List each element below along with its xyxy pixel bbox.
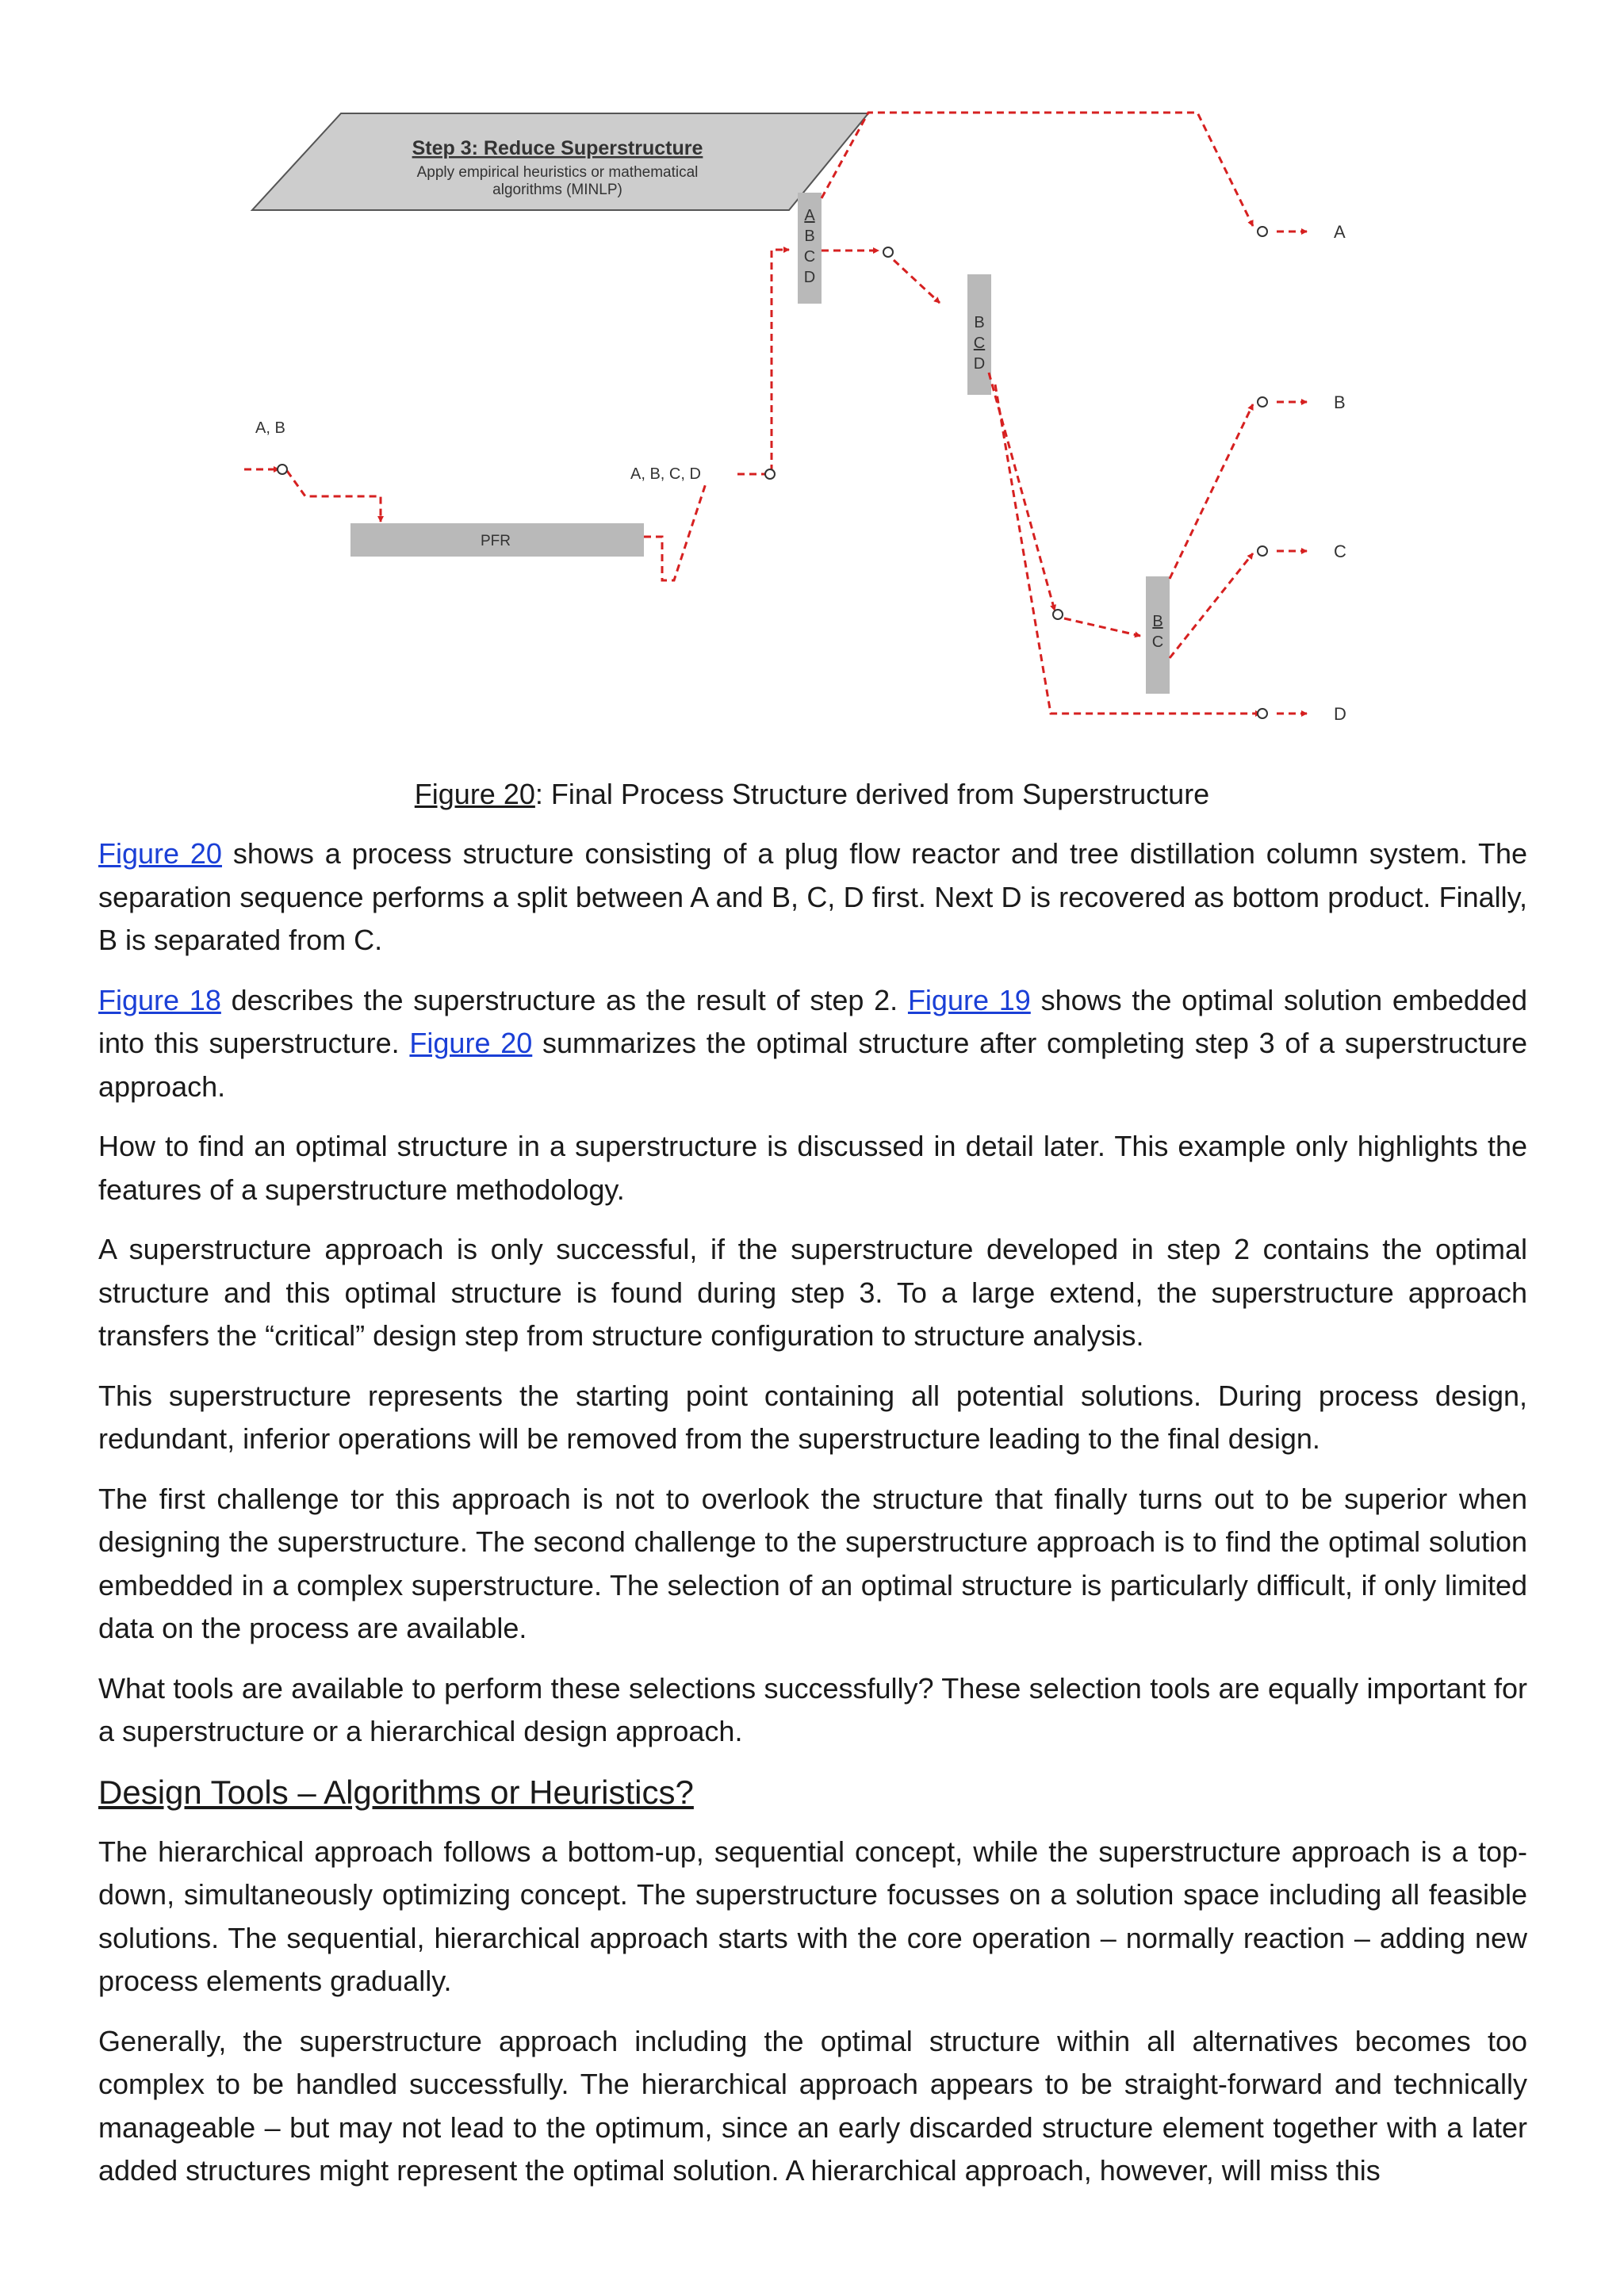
paragraph-2-text-2: shows the optimal solution embedded into this superstructure. — [98, 983, 1527, 1059]
column-1-side-node — [883, 247, 893, 257]
feed-node — [278, 465, 287, 474]
step-description-line1: Apply empirical heuristics or mathematical — [416, 164, 699, 181]
product-label-c: C — [1334, 541, 1346, 561]
figure-19-link[interactable]: Figure 19 — [907, 983, 1031, 1016]
feed-label: A, B — [255, 419, 285, 437]
mixed-stream-label: A, B, C, D — [630, 465, 701, 483]
mixed-node — [765, 469, 775, 479]
feed-to-pfr-stream — [287, 471, 381, 522]
body-text — [98, 832, 1527, 2210]
product-label-b: B — [1334, 392, 1346, 412]
caption-text: : Final Process Structure derived from Superstructure — [534, 778, 1210, 810]
mixed-to-column1-stream — [772, 250, 789, 472]
column-1-letter: D — [803, 269, 816, 286]
product-c-node — [1258, 546, 1267, 556]
figure-20-link[interactable]: Figure 20 — [98, 837, 222, 870]
paragraph-3: How to find an optimal structure in a superstructure is discussed in detail later. This example only highlights the features of a superstructure methodology. — [98, 1130, 1527, 1206]
paragraph-1-text: shows a process structure consisting of a plug flow reactor and tree distillation column system. The separation sequence performs a split between A and B, C, D first. Next D is recovered as bottom product. Finally, B is separated from C. — [98, 837, 1527, 956]
product-label-d: D — [1334, 704, 1346, 724]
section-heading: Design Tools – Algorithms or Heuristics? — [98, 1773, 694, 1811]
figure-18-link[interactable]: Figure 18 — [98, 983, 221, 1016]
column-3-letter: C — [1151, 633, 1164, 651]
paragraph-5: This superstructure represents the starting point containing all potential solutions. During process design, redundant, inferior operations will be removed from the superstructure leading to the final design. — [98, 1379, 1527, 1455]
paragraph-2 — [98, 979, 1527, 1109]
product-b-node — [1258, 397, 1267, 407]
column-3-top-stream — [1170, 404, 1253, 579]
product-label-a: A — [1334, 222, 1346, 242]
column-3-letter: B — [1152, 613, 1163, 630]
column-2-letters — [974, 314, 985, 373]
column-2-letter: D — [973, 355, 986, 373]
step-description-line2: algorithms (MINLP) — [492, 182, 622, 198]
column-1-letter: C — [803, 248, 816, 266]
column-1-letter: A — [804, 207, 815, 224]
paragraph-7: What tools are available to perform these selections successfully? These selection tools are equally important for a superstructure or a hierarchical design approach. — [98, 1671, 1527, 1747]
paragraph-9: Generally, the superstructure approach including the optimal structure within all alternatives becomes too complex to be handled successfully. The hierarchical approach appears to be straight-forward and technically manageable – but may not lead to the optimum, since an early discarded structure element together with a later added structures might represent the optimal solution. A hierarchical approach, however, will miss this — [98, 2024, 1527, 2187]
pfr-label: PFR — [481, 533, 511, 549]
column-2-letter: C — [973, 335, 986, 352]
figure-20-link[interactable]: Figure 20 — [409, 1027, 533, 1059]
column-2-to-column-3-stream — [1064, 618, 1140, 636]
column-1-to-column-2-stream — [894, 260, 940, 303]
step-title: Step 3: Reduce Superstructure — [412, 137, 703, 159]
paragraph-4: A superstructure approach is only successful, if the superstructure developed in step 2 contains the optimal structure and this optimal structure is found during step 3. To a large extend, the superstructure approach transfers the “critical” design step from structure configuration to structure analysis. — [98, 1233, 1527, 1352]
process-structure-figure — [230, 103, 1380, 761]
product-d-node — [1258, 709, 1267, 718]
column-2-letter: B — [974, 314, 985, 331]
product-a-node — [1258, 227, 1267, 236]
column-2-bottom-stream — [995, 385, 1261, 714]
paragraph-8: The hierarchical approach follows a bottom-up, sequential concept, while the superstructure approach is a top-down, simultaneously optimizing concept. The superstructure focusses on a solution space including all feasible solutions. The sequential, hierarchical approach starts with the core operation – normally reaction – adding new process elements gradually. — [98, 1835, 1527, 1997]
column-2-side-node — [1053, 610, 1063, 619]
column-1-letter: B — [804, 228, 815, 245]
pfr-outlet-stream — [644, 484, 706, 580]
paragraph-2-text-3: summarizes the optimal structure after completing step 3 of a superstructure approach. — [98, 1027, 1528, 1103]
paragraph-2-text-1: describes the superstructure as the result of step 2. — [220, 983, 908, 1016]
column-3-bottom-stream — [1170, 553, 1253, 658]
paragraph-1 — [98, 832, 1527, 962]
caption-figure-ref: Figure 20 — [414, 778, 535, 810]
figure-caption — [0, 775, 1624, 813]
column-1-top-stream — [822, 113, 1253, 226]
paragraph-6: The first challenge tor this approach is not to overlook the structure that finally turns out to be superior when designing the superstructure. The second challenge to the superstructure approach is to find the optimal solution embedded in a complex superstructure. The selection of an optimal structure is particularly difficult, if only limited data on the process are available. — [98, 1482, 1527, 1644]
